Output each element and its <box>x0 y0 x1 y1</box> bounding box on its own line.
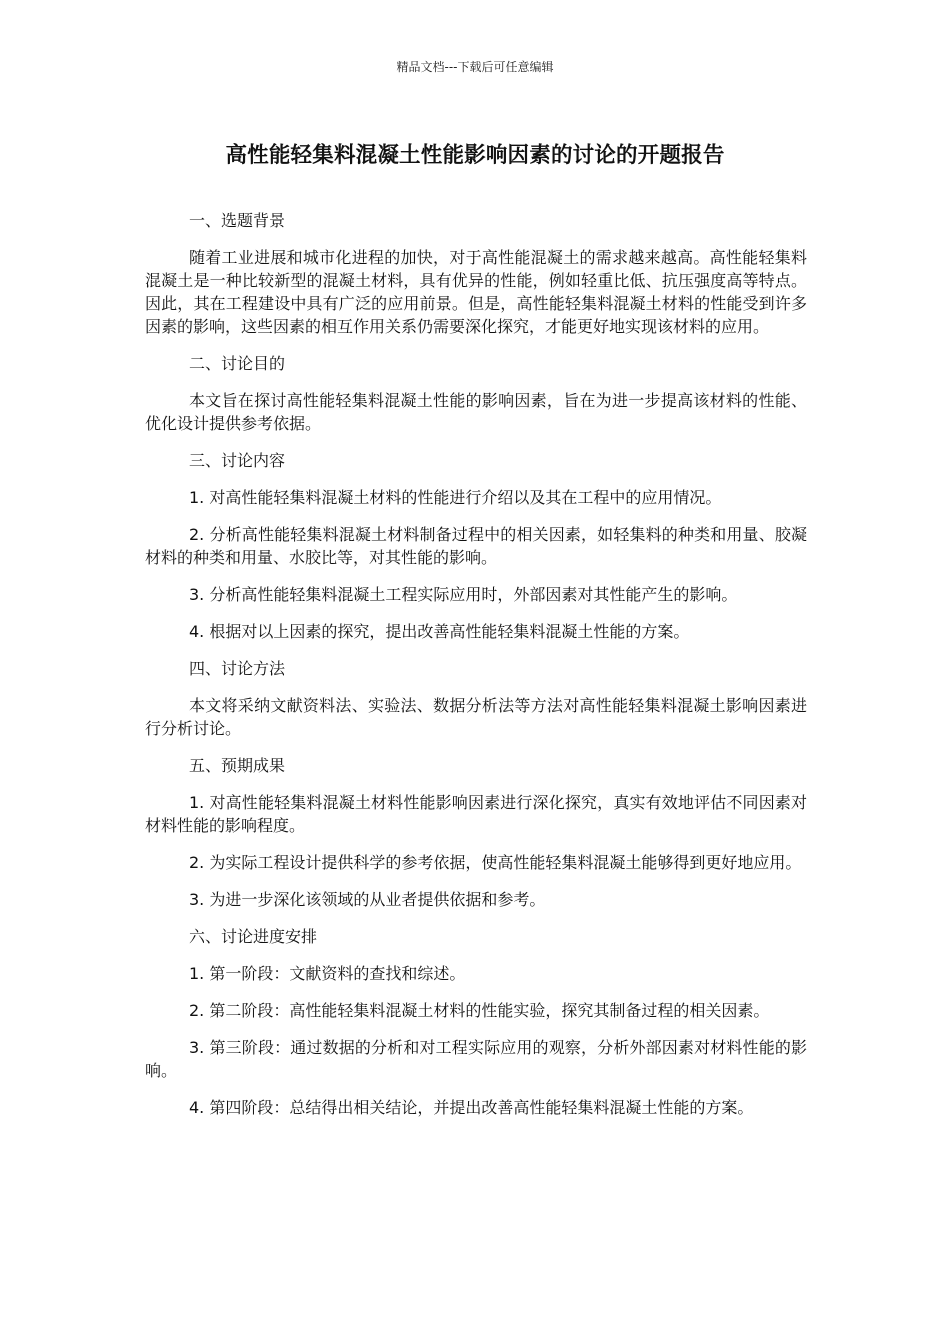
section-heading: 四、讨论方法 <box>189 659 286 678</box>
section-heading: 二、讨论目的 <box>189 354 286 373</box>
header-note: 精品文档---下载后可任意编辑 <box>396 60 554 74</box>
list-item: 2. 分析高性能轻集料混凝土材料制备过程中的相关因素，如轻集料的种类和用量、胶凝材料的种类和用量、水胶比等，对其性能的影响。 <box>145 525 807 567</box>
paragraph: 本文旨在探讨高性能轻集料混凝土性能的影响因素，旨在为进一步提高该材料的性能、优化设计提供参考依据。 <box>145 391 807 433</box>
section-heading: 六、讨论进度安排 <box>189 927 318 946</box>
list-item: 2. 为实际工程设计提供科学的参考依据，使高性能轻集料混凝土能够得到更好地应用。 <box>189 853 802 872</box>
section-heading: 一、选题背景 <box>189 211 286 230</box>
list-item: 1. 对高性能轻集料混凝土材料的性能进行介绍以及其在工程中的应用情况。 <box>189 488 722 507</box>
list-item: 3. 为进一步深化该领域的从业者提供依据和参考。 <box>189 890 546 909</box>
list-item: 1. 第一阶段：文献资料的查找和综述。 <box>189 964 466 983</box>
section-heading: 五、预期成果 <box>189 756 286 775</box>
list-item: 1. 对高性能轻集料混凝土材料性能影响因素进行深化探究，真实有效地评估不同因素对材料性能的影响程度。 <box>145 793 807 835</box>
list-item: 2. 第二阶段：高性能轻集料混凝土材料的性能实验，探究其制备过程的相关因素。 <box>189 1001 770 1020</box>
list-item: 4. 根据对以上因素的探究，提出改善高性能轻集料混凝土性能的方案。 <box>189 622 690 641</box>
paragraph: 本文将采纳文献资料法、实验法、数据分析法等方法对高性能轻集料混凝土影响因素进行分析讨论。 <box>145 696 807 738</box>
section-heading: 三、讨论内容 <box>189 451 286 470</box>
list-item: 3. 分析高性能轻集料混凝土工程实际应用时，外部因素对其性能产生的影响。 <box>189 585 738 604</box>
document-body <box>145 209 807 1133</box>
paragraph: 随着工业进展和城市化进程的加快，对于高性能混凝土的需求越来越高。高性能轻集料混凝土是一种比较新型的混凝土材料，具有优异的性能，例如轻重比低、抗压强度高等特点。因此，其在工程建设中具有广泛的应用前景。但是，高性能轻集料混凝土材料的性能受到许多因素的影响，这些因素的相互作用关系仍需要深化探究，才能更好地实现该材料的应用。 <box>145 248 807 336</box>
list-item: 3. 第三阶段：通过数据的分析和对工程实际应用的观察，分析外部因素对材料性能的影响。 <box>145 1038 807 1080</box>
list-item: 4. 第四阶段：总结得出相关结论，并提出改善高性能轻集料混凝土性能的方案。 <box>189 1098 754 1117</box>
document-title: 高性能轻集料混凝土性能影响因素的讨论的开题报告 <box>225 143 725 168</box>
